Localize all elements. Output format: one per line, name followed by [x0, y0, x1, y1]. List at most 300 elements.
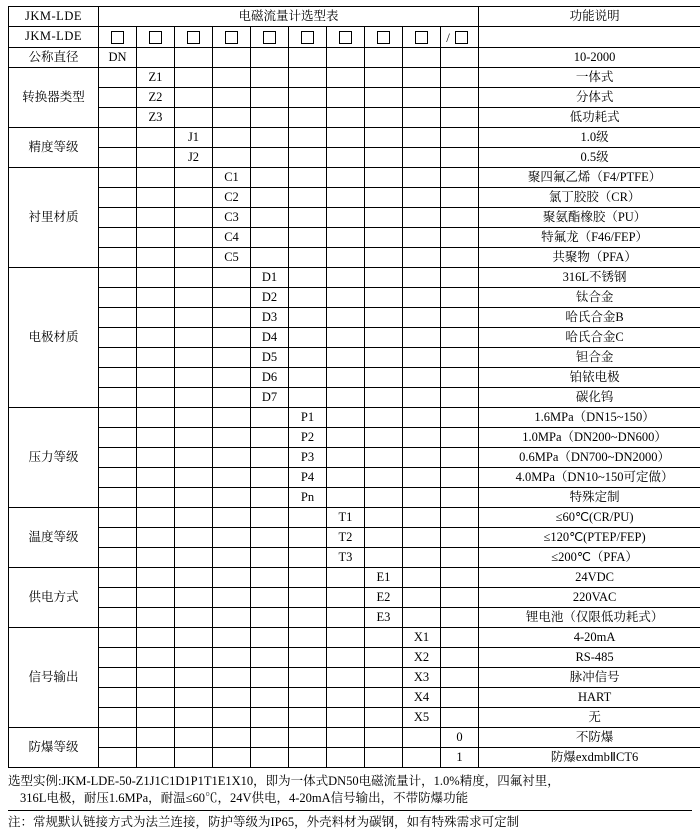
spacer-cell: [99, 267, 137, 287]
option-description: 聚氨酯橡胶（PU）: [479, 207, 700, 227]
table-row: [9, 207, 700, 227]
notes-block: [8, 773, 692, 831]
spacer-cell: [289, 527, 327, 547]
spacer-cell: [251, 227, 289, 247]
spacer-cell: [175, 347, 213, 367]
row-label: 信号输出: [9, 627, 99, 727]
spacer-cell: [251, 47, 289, 67]
spacer-cell: [289, 47, 327, 67]
option-description: 哈氏合金C: [479, 327, 700, 347]
option-code[interactable]: X3: [403, 667, 441, 687]
spacer-cell: [365, 687, 403, 707]
spacer-cell: [213, 287, 251, 307]
table-row: [9, 87, 700, 107]
spacer-cell: [99, 187, 137, 207]
spacer-cell: [403, 447, 441, 467]
option-code[interactable]: D7: [251, 387, 289, 407]
option-code[interactable]: X1: [403, 627, 441, 647]
option-code[interactable]: C3: [213, 207, 251, 227]
option-code[interactable]: X5: [403, 707, 441, 727]
spacer-cell: [175, 67, 213, 87]
option-description: 1.0MPa（DN200~DN600）: [479, 427, 700, 447]
spacer-cell: [251, 247, 289, 267]
spacer-cell: [365, 447, 403, 467]
spacer-cell: [289, 327, 327, 347]
note-remark: 注：常规默认链接方式为法兰连接，防护等级为IP65，外壳料材为碳钢，如有特殊需求可定制: [8, 810, 692, 831]
option-description: 一体式: [479, 67, 700, 87]
spacer-cell: [441, 647, 479, 667]
table-row: [9, 487, 700, 507]
option-code[interactable]: C4: [213, 227, 251, 247]
spacer-cell: [289, 127, 327, 147]
spacer-cell: [289, 707, 327, 727]
spacer-cell: [213, 347, 251, 367]
spacer-cell: [365, 367, 403, 387]
option-code[interactable]: P4: [289, 467, 327, 487]
spacer-cell: [175, 587, 213, 607]
table-row: [9, 547, 700, 567]
spacer-cell: [403, 567, 441, 587]
spacer-cell: [289, 147, 327, 167]
spacer-cell: [213, 707, 251, 727]
code-box-cell[interactable]: [327, 27, 365, 48]
table-row: [9, 727, 700, 747]
spacer-cell: [137, 327, 175, 347]
spacer-cell: [403, 187, 441, 207]
spacer-cell: [137, 527, 175, 547]
spacer-cell: [175, 387, 213, 407]
option-code[interactable]: Z3: [137, 107, 175, 127]
spacer-cell: [175, 467, 213, 487]
spacer-cell: [137, 467, 175, 487]
table-row: [9, 607, 700, 627]
spacer-cell: [441, 507, 479, 527]
option-description: 氯丁胶胶（CR）: [479, 187, 700, 207]
checkbox-icon[interactable]: [111, 31, 124, 44]
spacer-cell: [365, 107, 403, 127]
spacer-cell: [213, 507, 251, 527]
spacer-cell: [327, 267, 365, 287]
code-box-cell[interactable]: [289, 27, 327, 48]
spacer-cell: [251, 727, 289, 747]
table-row: [9, 647, 700, 667]
row-label: 防爆等级: [9, 727, 99, 767]
spacer-cell: [289, 387, 327, 407]
table-row: [9, 307, 700, 327]
option-code[interactable]: E2: [365, 587, 403, 607]
spacer-cell: [99, 67, 137, 87]
option-description: 特氟龙（F46/FEP）: [479, 227, 700, 247]
spacer-cell: [327, 167, 365, 187]
spacer-cell: [365, 287, 403, 307]
option-description: 4-20mA: [479, 627, 700, 647]
spacer-cell: [289, 287, 327, 307]
spacer-cell: [289, 687, 327, 707]
option-code[interactable]: P1: [289, 407, 327, 427]
spacer-cell: [213, 127, 251, 147]
spacer-cell: [99, 687, 137, 707]
spacer-cell: [441, 207, 479, 227]
option-code[interactable]: J1: [175, 127, 213, 147]
spacer-cell: [327, 47, 365, 67]
spacer-cell: [403, 547, 441, 567]
option-code[interactable]: T1: [327, 507, 365, 527]
spacer-cell: [289, 247, 327, 267]
spacer-cell: [365, 747, 403, 767]
table-row: [9, 107, 700, 127]
spacer-cell: [403, 427, 441, 447]
option-description: 钛合金: [479, 287, 700, 307]
spacer-cell: [289, 587, 327, 607]
spacer-cell: [441, 127, 479, 147]
table-row: [9, 747, 700, 767]
checkbox-icon[interactable]: [415, 31, 428, 44]
spacer-cell: [251, 167, 289, 187]
spacer-cell: [137, 387, 175, 407]
spacer-cell: [441, 227, 479, 247]
spacer-cell: [327, 247, 365, 267]
spacer-cell: [99, 307, 137, 327]
spacer-cell: [441, 247, 479, 267]
spacer-cell: [441, 147, 479, 167]
spacer-cell: [99, 587, 137, 607]
spacer-cell: [403, 367, 441, 387]
spacer-cell: [99, 247, 137, 267]
table-row: [9, 127, 700, 147]
code-box-cell[interactable]: [175, 27, 213, 48]
spacer-cell: [137, 407, 175, 427]
spacer-cell: [137, 147, 175, 167]
spacer-cell: [175, 87, 213, 107]
option-code[interactable]: X4: [403, 687, 441, 707]
table-row: [9, 507, 700, 527]
option-code[interactable]: Z1: [137, 67, 175, 87]
option-description: 1.6MPa（DN15~150）: [479, 407, 700, 427]
option-description: 碳化钨: [479, 387, 700, 407]
spacer-cell: [137, 227, 175, 247]
option-code[interactable]: Pn: [289, 487, 327, 507]
spacer-cell: [251, 427, 289, 447]
checkbox-icon[interactable]: [225, 31, 238, 44]
spacer-cell: [251, 67, 289, 87]
spacer-cell: [441, 487, 479, 507]
spacer-cell: [213, 547, 251, 567]
spacer-cell: [213, 427, 251, 447]
spacer-cell: [289, 647, 327, 667]
spacer-cell: [441, 327, 479, 347]
table-row: [9, 167, 700, 187]
checkbox-icon[interactable]: [455, 31, 468, 44]
spacer-cell: [403, 107, 441, 127]
option-description: 316L不锈钢: [479, 267, 700, 287]
spacer-cell: [175, 727, 213, 747]
option-description: 0.5级: [479, 147, 700, 167]
spacer-cell: [213, 587, 251, 607]
spacer-cell: [175, 307, 213, 327]
option-code[interactable]: D6: [251, 367, 289, 387]
spacer-cell: [251, 87, 289, 107]
spacer-cell: [441, 527, 479, 547]
spacer-cell: [175, 567, 213, 587]
checkbox-icon[interactable]: [377, 31, 390, 44]
spacer-cell: [251, 547, 289, 567]
checkbox-icon[interactable]: [263, 31, 276, 44]
spacer-cell: [289, 607, 327, 627]
spacer-cell: [137, 727, 175, 747]
spacer-cell: [403, 747, 441, 767]
row-label: 供电方式: [9, 567, 99, 627]
spacer-cell: [327, 87, 365, 107]
option-code[interactable]: P3: [289, 447, 327, 467]
spacer-cell: [137, 47, 175, 67]
spacer-cell: [213, 327, 251, 347]
option-code[interactable]: T2: [327, 527, 365, 547]
spacer-cell: [99, 207, 137, 227]
option-description: 防爆exdmbⅡCT6: [479, 747, 700, 767]
code-box-cell[interactable]: [403, 27, 441, 48]
spacer-cell: [327, 227, 365, 247]
spacer-cell: [175, 247, 213, 267]
option-description: 哈氏合金B: [479, 307, 700, 327]
table-row: [9, 247, 700, 267]
spacer-cell: [99, 527, 137, 547]
spacer-cell: [213, 567, 251, 587]
spacer-cell: [441, 687, 479, 707]
spacer-cell: [137, 567, 175, 587]
checkbox-icon[interactable]: [301, 31, 314, 44]
spacer-cell: [289, 167, 327, 187]
option-code[interactable]: T3: [327, 547, 365, 567]
option-code[interactable]: D2: [251, 287, 289, 307]
spacer-cell: [251, 467, 289, 487]
option-description: 1.0级: [479, 127, 700, 147]
spacer-cell: [137, 707, 175, 727]
spacer-cell: [289, 187, 327, 207]
option-code[interactable]: C2: [213, 187, 251, 207]
spacer-cell: [289, 207, 327, 227]
spacer-cell: [403, 727, 441, 747]
spacer-cell: [213, 67, 251, 87]
spacer-cell: [289, 227, 327, 247]
spacer-cell: [137, 247, 175, 267]
option-description: 脉冲信号: [479, 667, 700, 687]
spacer-cell: [441, 287, 479, 307]
spacer-cell: [137, 287, 175, 307]
spacer-cell: [99, 747, 137, 767]
spacer-cell: [327, 347, 365, 367]
spacer-cell: [175, 107, 213, 127]
option-description: 低功耗式: [479, 107, 700, 127]
spacer-cell: [137, 427, 175, 447]
spacer-cell: [251, 667, 289, 687]
option-description: 不防爆: [479, 727, 700, 747]
code-box-cell[interactable]: [441, 27, 479, 48]
spacer-cell: [327, 647, 365, 667]
option-code[interactable]: C5: [213, 247, 251, 267]
row-label: 衬里材质: [9, 167, 99, 267]
spacer-cell: [137, 627, 175, 647]
table-row: [9, 347, 700, 367]
option-description: 4.0MPa（DN10~150可定做）: [479, 467, 700, 487]
spacer-cell: [251, 207, 289, 227]
code-box-cell[interactable]: [251, 27, 289, 48]
checkbox-icon[interactable]: [339, 31, 352, 44]
spacer-cell: [251, 527, 289, 547]
table-row: [9, 447, 700, 467]
spacer-cell: [403, 467, 441, 487]
spacer-cell: [365, 627, 403, 647]
spacer-cell: [365, 187, 403, 207]
spacer-cell: [327, 107, 365, 127]
spacer-cell: [403, 67, 441, 87]
spacer-cell: [403, 247, 441, 267]
spacer-cell: [289, 87, 327, 107]
checkbox-icon[interactable]: [149, 31, 162, 44]
spacer-cell: [213, 367, 251, 387]
spacer-cell: [365, 167, 403, 187]
code-box-cell[interactable]: [213, 27, 251, 48]
code-box-cell[interactable]: [137, 27, 175, 48]
code-box-cell[interactable]: [365, 27, 403, 48]
spacer-cell: [365, 87, 403, 107]
spacer-cell: [289, 727, 327, 747]
spacer-cell: [99, 107, 137, 127]
spacer-cell: [137, 547, 175, 567]
spacer-cell: [137, 207, 175, 227]
spacer-cell: [213, 527, 251, 547]
code-box-cell[interactable]: [99, 27, 137, 48]
option-code[interactable]: E1: [365, 567, 403, 587]
spacer-cell: [403, 387, 441, 407]
table-row: [9, 187, 700, 207]
spacer-cell: [365, 487, 403, 507]
option-code[interactable]: D3: [251, 307, 289, 327]
spacer-cell: [365, 327, 403, 347]
spacer-cell: [213, 267, 251, 287]
spacer-cell: [441, 467, 479, 487]
spacer-cell: [403, 347, 441, 367]
option-code[interactable]: C1: [213, 167, 251, 187]
spacer-cell: [289, 107, 327, 127]
table-row: [9, 627, 700, 647]
option-code[interactable]: D5: [251, 347, 289, 367]
spacer-cell: [365, 247, 403, 267]
spacer-cell: [213, 467, 251, 487]
spacer-cell: [213, 727, 251, 747]
spacer-cell: [137, 667, 175, 687]
option-code[interactable]: DN: [99, 47, 137, 67]
table-row: [9, 327, 700, 347]
option-code[interactable]: E3: [365, 607, 403, 627]
spacer-cell: [99, 327, 137, 347]
spacer-cell: [365, 507, 403, 527]
spacer-cell: [403, 87, 441, 107]
spacer-cell: [175, 667, 213, 687]
spacer-cell: [213, 647, 251, 667]
table-row: [9, 407, 700, 427]
checkbox-icon[interactable]: [187, 31, 200, 44]
spacer-cell: [137, 267, 175, 287]
spacer-cell: [99, 407, 137, 427]
spacer-cell: [137, 127, 175, 147]
spacer-cell: [213, 107, 251, 127]
spacer-cell: [137, 487, 175, 507]
spacer-cell: [365, 427, 403, 447]
spacer-cell: [365, 147, 403, 167]
spacer-cell: [99, 147, 137, 167]
spacer-cell: [213, 747, 251, 767]
spacer-cell: [99, 487, 137, 507]
spacer-cell: [99, 567, 137, 587]
spacer-cell: [441, 447, 479, 467]
spacer-cell: [99, 627, 137, 647]
option-code[interactable]: D1: [251, 267, 289, 287]
spacer-cell: [251, 507, 289, 527]
option-code[interactable]: J2: [175, 147, 213, 167]
table-row: [9, 667, 700, 687]
spacer-cell: [213, 147, 251, 167]
option-description: 特殊定制: [479, 487, 700, 507]
spacer-cell: [175, 527, 213, 547]
spacer-cell: [289, 307, 327, 327]
option-code[interactable]: P2: [289, 427, 327, 447]
option-code[interactable]: D4: [251, 327, 289, 347]
spacer-cell: [289, 667, 327, 687]
option-code[interactable]: X2: [403, 647, 441, 667]
spacer-cell: [403, 47, 441, 67]
spacer-cell: [137, 367, 175, 387]
spacer-cell: [251, 487, 289, 507]
spacer-cell: [365, 547, 403, 567]
spacer-cell: [289, 547, 327, 567]
spacer-cell: [365, 707, 403, 727]
spacer-cell: [99, 727, 137, 747]
function-description-title: 功能说明: [479, 7, 700, 27]
spacer-cell: [213, 307, 251, 327]
spacer-cell: [213, 667, 251, 687]
spacer-cell: [327, 207, 365, 227]
spacer-cell: [99, 367, 137, 387]
spacer-cell: [365, 387, 403, 407]
spacer-cell: [137, 307, 175, 327]
row-label: 温度等级: [9, 507, 99, 567]
spacer-cell: [441, 107, 479, 127]
table-row: [9, 427, 700, 447]
spacer-cell: [137, 167, 175, 187]
spacer-cell: [99, 447, 137, 467]
spacer-cell: [213, 387, 251, 407]
spacer-cell: [289, 347, 327, 367]
spacer-cell: [327, 567, 365, 587]
spacer-cell: [289, 747, 327, 767]
spacer-cell: [251, 747, 289, 767]
spacer-cell: [175, 707, 213, 727]
spacer-cell: [365, 647, 403, 667]
option-code[interactable]: Z2: [137, 87, 175, 107]
option-code[interactable]: 1: [441, 747, 479, 767]
option-description: 锂电池（仅限低功耗式）: [479, 607, 700, 627]
option-description: 无: [479, 707, 700, 727]
option-description: ≤120℃(PTEP/FEP): [479, 527, 700, 547]
spacer-cell: [365, 407, 403, 427]
option-code[interactable]: 0: [441, 727, 479, 747]
spacer-cell: [137, 607, 175, 627]
spacer-cell: [403, 147, 441, 167]
spacer-cell: [403, 327, 441, 347]
spacer-cell: [99, 607, 137, 627]
spacer-cell: [99, 287, 137, 307]
spacer-cell: [175, 747, 213, 767]
